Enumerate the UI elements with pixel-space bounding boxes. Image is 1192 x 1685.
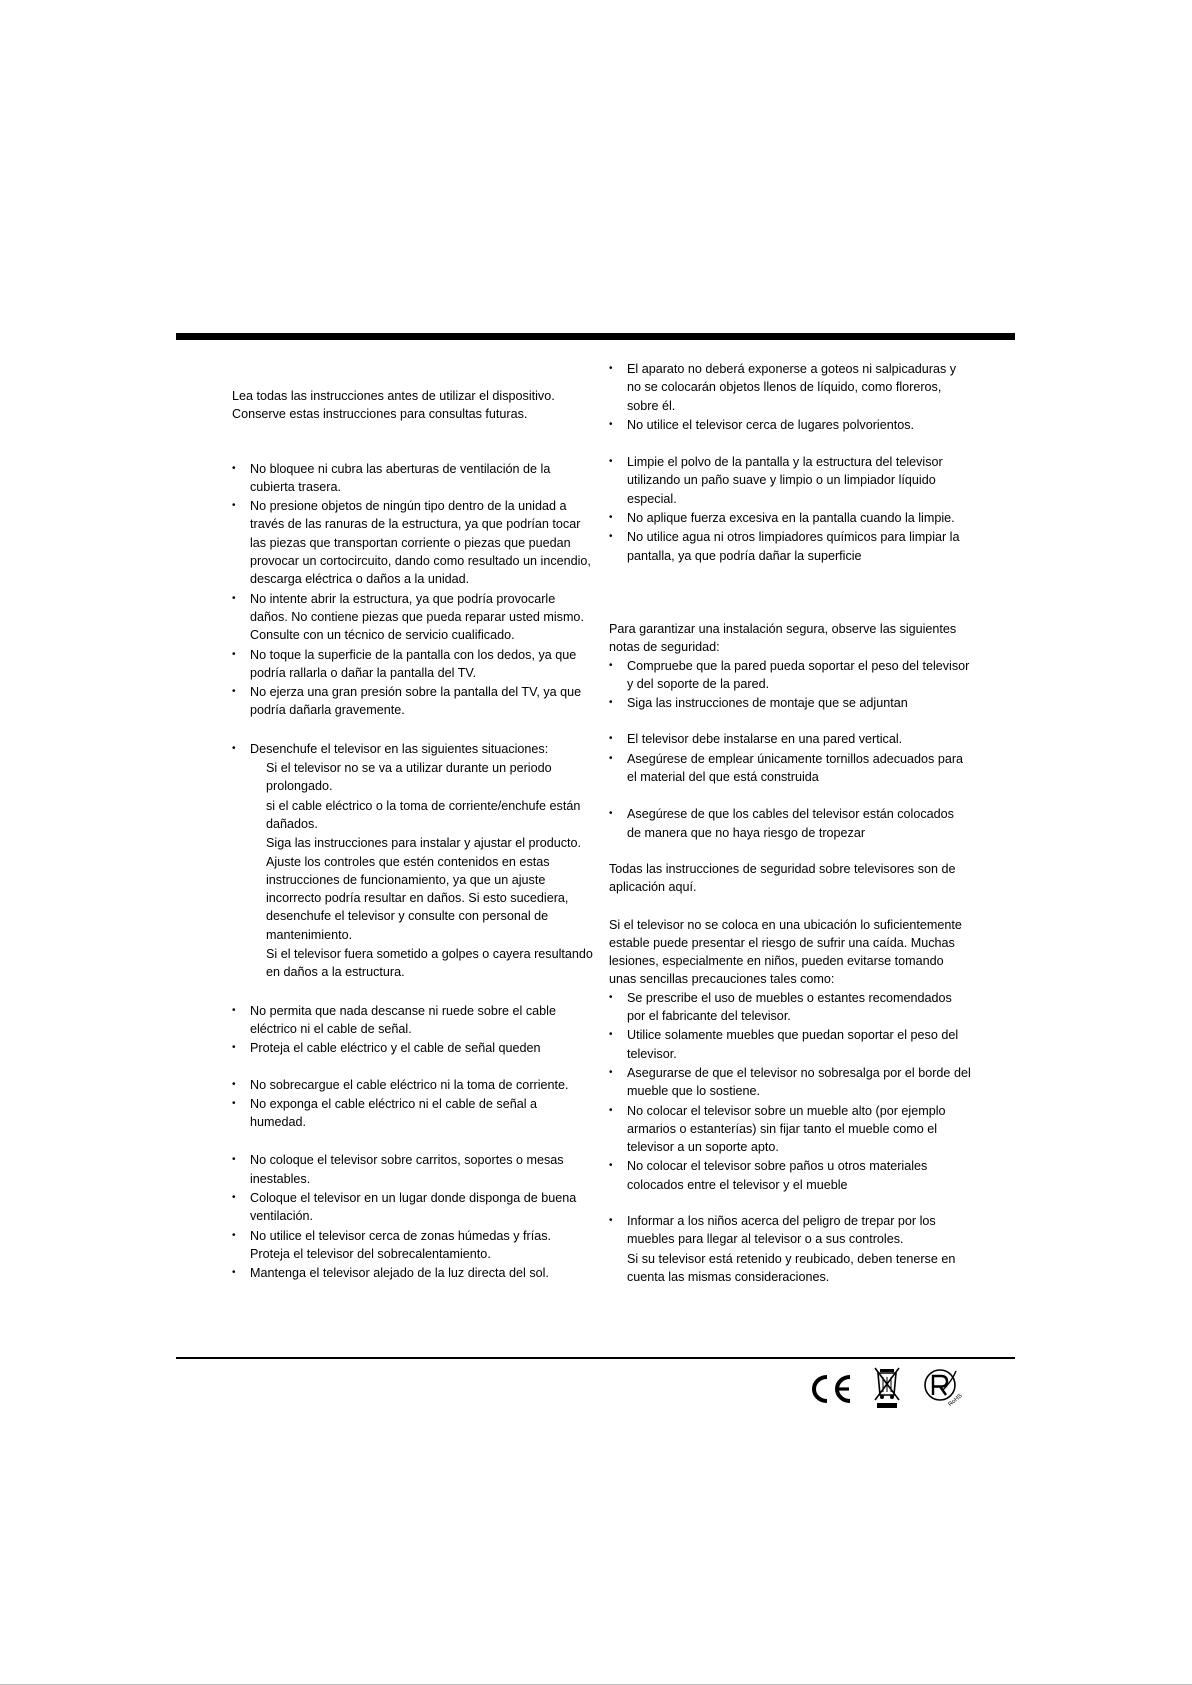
relocate-note: Si su televisor está retenido y reubicado, deben tenerse en cuenta las mismas consideraciones. bbox=[627, 1251, 956, 1284]
list-item: • Asegúrese de que los cables del televisor están colocados de manera que no haya riesgo de tropezar bbox=[609, 805, 971, 842]
intro-line-1: Lea todas las instrucciones antes de utilizar el dispositivo. bbox=[232, 389, 555, 403]
weee-bin-icon bbox=[872, 1365, 902, 1409]
list-item: • El televisor debe instalarse en una pared vertical. bbox=[609, 730, 971, 748]
list-item: • No bloquee ni cubra las aberturas de ventilación de la cubierta trasera. bbox=[232, 460, 594, 497]
placement-list bbox=[232, 1151, 594, 1282]
ce-mark-icon bbox=[808, 1373, 854, 1405]
list-item: • Mantenga el televisor alejado de la luz directa del sol. bbox=[232, 1264, 594, 1282]
bottom-rule bbox=[176, 1357, 1015, 1359]
list-item: • No permita que nada descanse ni ruede sobre el cable eléctrico ni el cable de señal. bbox=[232, 1002, 594, 1039]
cleaning-list bbox=[609, 453, 971, 565]
install-intro: Para garantizar una instalación segura, observe las siguientes notas de seguridad: bbox=[609, 621, 957, 655]
list-item: • Limpie el polvo de la pantalla y la estructura del televisor utilizando un paño suave y limpio o un limpiador líquido especial. bbox=[609, 453, 971, 508]
wall-list bbox=[609, 657, 971, 713]
intro-block bbox=[232, 387, 594, 424]
rohs-mark-icon bbox=[922, 1367, 962, 1407]
unplug-item: Siga las instrucciones para instalar y ajustar el producto. Ajuste los controles que estén contenidos en estas instrucciones de funcionamiento, ya que un ajuste incorrecto podría resultar en daños. Si esto sucediera, desenchufe el televisor y consulte con personal de mantenimiento. bbox=[266, 836, 582, 942]
mount-list bbox=[609, 730, 971, 786]
stability-intro: Si el televisor no se coloca en una ubicación lo suficientemente estable puede presentar el riesgo de sufrir una caída. Muchas lesiones, especialmente en niños, pueden evitarse tomando unas sencillas precauciones tales como: bbox=[609, 917, 962, 987]
cable-list bbox=[232, 1002, 594, 1058]
list-item: • Utilice solamente muebles que puedan soportar el peso del televisor. bbox=[609, 1026, 971, 1063]
unplug-item: Si el televisor no se va a utilizar durante un periodo prolongado. bbox=[266, 761, 552, 794]
list-item: • No sobrecargue el cable eléctrico ni la toma de corriente. bbox=[232, 1076, 594, 1094]
right-column bbox=[609, 360, 971, 1286]
list-item: • Compruebe que la pared pueda soportar el peso del televisor y del soporte de la pared. bbox=[609, 657, 971, 694]
list-item: • Se prescribe el uso de muebles o estantes recomendados por el fabricante del televisor. bbox=[609, 989, 971, 1026]
list-item: • No ejerza una gran presión sobre la pantalla del TV, ya que podría dañarla gravemente. bbox=[232, 683, 594, 720]
list-item: • Asegurarse de que el televisor no sobresalga por el borde del mueble que lo sostiene. bbox=[609, 1064, 971, 1101]
unplug-item: si el cable eléctrico o la toma de corriente/enchufe están dañados. bbox=[266, 798, 581, 831]
all-instructions-note: Todas las instrucciones de seguridad sobre televisores son de aplicación aquí. bbox=[609, 861, 956, 895]
list-item: • Coloque el televisor en un lugar donde disponga de buena ventilación. bbox=[232, 1189, 594, 1226]
unplug-list bbox=[232, 740, 594, 758]
list-item: • Asegúrese de emplear únicamente tornillos adecuados para el material del que está construida bbox=[609, 750, 971, 787]
list-item: • Proteja el cable eléctrico y el cable de señal queden bbox=[232, 1039, 594, 1057]
ventilation-list bbox=[232, 460, 594, 720]
list-item: • No aplique fuerza excesiva en la pantalla cuando la limpie. bbox=[609, 509, 971, 527]
trip-list bbox=[609, 805, 971, 842]
top-rule bbox=[176, 333, 1015, 340]
certification-logos bbox=[806, 1365, 966, 1415]
list-item: • No intente abrir la estructura, ya que podría provocarle daños. No contiene piezas que pueda reparar usted mismo. Consulte con un técnico de servicio cualificado. bbox=[232, 590, 594, 645]
list-item: • No toque la superficie de la pantalla con los dedos, ya que podría rallarla o dañar la pantalla del TV. bbox=[232, 646, 594, 683]
furniture-list bbox=[609, 989, 971, 1194]
rohs-label: RoHS bbox=[947, 1393, 964, 1409]
list-item: • No utilice el televisor cerca de lugares polvorientos. bbox=[609, 416, 971, 434]
left-column bbox=[232, 387, 594, 1283]
list-item: • No coloque el televisor sobre carritos, soportes o mesas inestables. bbox=[232, 1151, 594, 1188]
list-item: • Siga las instrucciones de montaje que se adjuntan bbox=[609, 694, 971, 712]
list-item: • No exponga el cable eléctrico ni el cable de señal a humedad. bbox=[232, 1095, 594, 1132]
list-item: • No utilice el televisor cerca de zonas húmedas y frías. Proteja el televisor del sobrecalentamiento. bbox=[232, 1227, 594, 1264]
list-item: • El aparato no deberá exponerse a goteos ni salpicaduras y no se colocarán objetos llenos de líquido, como floreros, sobre él. bbox=[609, 360, 971, 415]
overload-list bbox=[232, 1076, 594, 1132]
list-item: • No presione objetos de ningún tipo dentro de la unidad a través de las ranuras de la estructura, ya que podrían tocar las piezas que transportan corriente o piezas que puedan provocar un cortocircuito, dando como resultado un incendio, descarga eléctrica o daños a la unidad. bbox=[232, 497, 594, 588]
unplug-lead: • Desenchufe el televisor en las siguientes situaciones: bbox=[232, 740, 594, 758]
list-item: • No utilice agua ni otros limpiadores químicos para limpiar la pantalla, ya que podría dañar la superficie bbox=[609, 528, 971, 565]
list-item: • No colocar el televisor sobre paños u otros materiales colocados entre el televisor y el mueble bbox=[609, 1157, 971, 1194]
liquid-list bbox=[609, 360, 971, 434]
list-item: • No colocar el televisor sobre un mueble alto (por ejemplo armarios o estanterías) sin fijar tanto el mueble como el televisor a un soporte apto. bbox=[609, 1102, 971, 1157]
unplug-item: Si el televisor fuera sometido a golpes o cayera resultando en daños a la estructura. bbox=[266, 947, 593, 980]
list-item: • Informar a los niños acerca del peligro de trepar por los muebles para llegar al televisor o a sus controles. bbox=[609, 1212, 971, 1249]
children-list bbox=[609, 1212, 971, 1249]
intro-line-2: Conserve estas instrucciones para consultas futuras. bbox=[232, 407, 528, 422]
